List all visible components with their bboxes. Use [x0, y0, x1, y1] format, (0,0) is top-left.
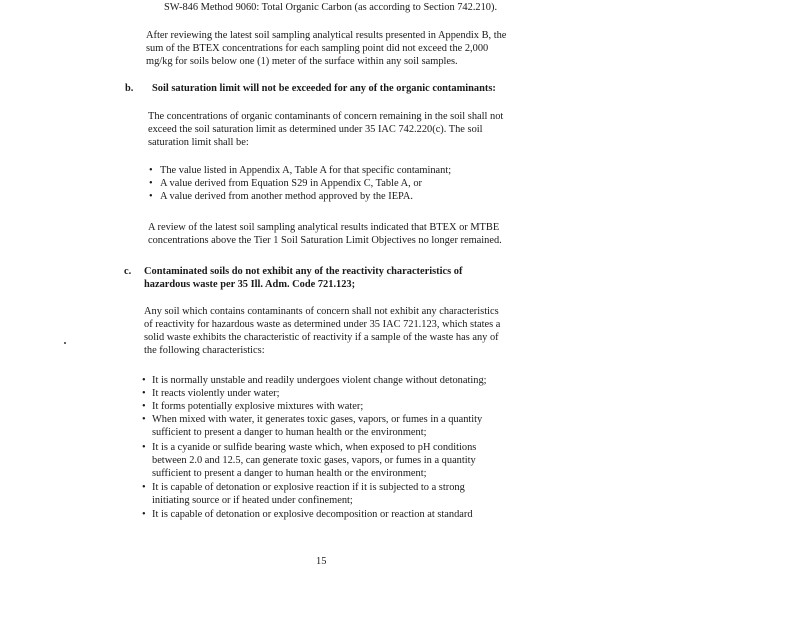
bullet-marker: • — [149, 178, 153, 189]
paragraph-line: After reviewing the latest soil sampling analytical results presented in Appendix B, the — [146, 30, 507, 41]
list-item: It is normally unstable and readily undergoes violent change without detonating; — [152, 375, 487, 386]
list-item: When mixed with water, it generates toxic gases, vapors, or fumes in a quantity — [152, 414, 483, 425]
list-item: A value derived from Equation S29 in Appendix C, Table A, or — [160, 178, 422, 189]
list-item: It is capable of detonation or explosive reaction if it is subjected to a strong — [152, 482, 465, 493]
paragraph-line: solid waste exhibits the characteristic of reactivity if a sample of the waste has any of — [144, 332, 499, 343]
method-line: SW-846 Method 9060: Total Organic Carbon (as according to Section 742.210). — [164, 2, 498, 13]
list-item: It is capable of detonation or explosive decomposition or reaction at standard — [152, 509, 473, 520]
section-letter: b. — [125, 83, 134, 94]
paragraph-line: mg/kg for soils below one (1) meter of the surface within any soil samples. — [146, 56, 458, 67]
bullet-marker: • — [142, 375, 146, 386]
bullet-marker: • — [142, 414, 146, 425]
section-letter: c. — [124, 266, 132, 277]
list-item: The value listed in Appendix A, Table A for that specific contaminant; — [160, 165, 452, 176]
bullet-marker: • — [142, 482, 146, 493]
paragraph-line: of reactivity for hazardous waste as determined under 35 IAC 721.123, which states a — [144, 319, 501, 330]
list-item-continuation: sufficient to present a danger to human health or the environment; — [152, 468, 427, 479]
list-item-continuation: between 2.0 and 12.5, can generate toxic gases, vapors, or fumes in a quantity — [152, 455, 476, 466]
section-heading: hazardous waste per 35 Ill. Adm. Code 721.123; — [144, 279, 356, 290]
list-item-continuation: initiating source or if heated under confinement; — [152, 495, 353, 506]
scan-speck — [64, 342, 66, 344]
paragraph-line: saturation limit shall be: — [148, 137, 249, 148]
paragraph-line: exceed the soil saturation limit as determined under 35 IAC 742.220(c). The soil — [148, 124, 483, 135]
list-item: It forms potentially explosive mixtures with water; — [152, 401, 364, 412]
page-number: 15 — [316, 556, 327, 567]
list-item: It reacts violently under water; — [152, 388, 280, 399]
bullet-marker: • — [149, 165, 153, 176]
bullet-marker: • — [149, 191, 153, 202]
section-heading: Soil saturation limit will not be exceeded for any of the organic contaminants: — [152, 83, 496, 94]
paragraph-line: Any soil which contains contaminants of concern shall not exhibit any characteristics — [144, 306, 499, 317]
bullet-marker: • — [142, 442, 146, 453]
list-item: A value derived from another method approved by the IEPA. — [160, 191, 413, 202]
paragraph-line: the following characteristics: — [144, 345, 265, 356]
list-item-continuation: sufficient to present a danger to human health or the environment; — [152, 427, 427, 438]
paragraph-line: A review of the latest soil sampling analytical results indicated that BTEX or MTBE — [148, 222, 500, 233]
bullet-marker: • — [142, 388, 146, 399]
paragraph-line: concentrations above the Tier 1 Soil Saturation Limit Objectives no longer remained. — [148, 235, 502, 246]
bullet-marker: • — [142, 401, 146, 412]
list-item: It is a cyanide or sulfide bearing waste which, when exposed to pH conditions — [152, 442, 477, 453]
paragraph-line: The concentrations of organic contaminants of concern remaining in the soil shall not — [148, 111, 504, 122]
bullet-marker: • — [142, 509, 146, 520]
paragraph-line: sum of the BTEX concentrations for each sampling point did not exceed the 2,000 — [146, 43, 489, 54]
section-heading: Contaminated soils do not exhibit any of the reactivity characteristics of — [144, 266, 463, 277]
